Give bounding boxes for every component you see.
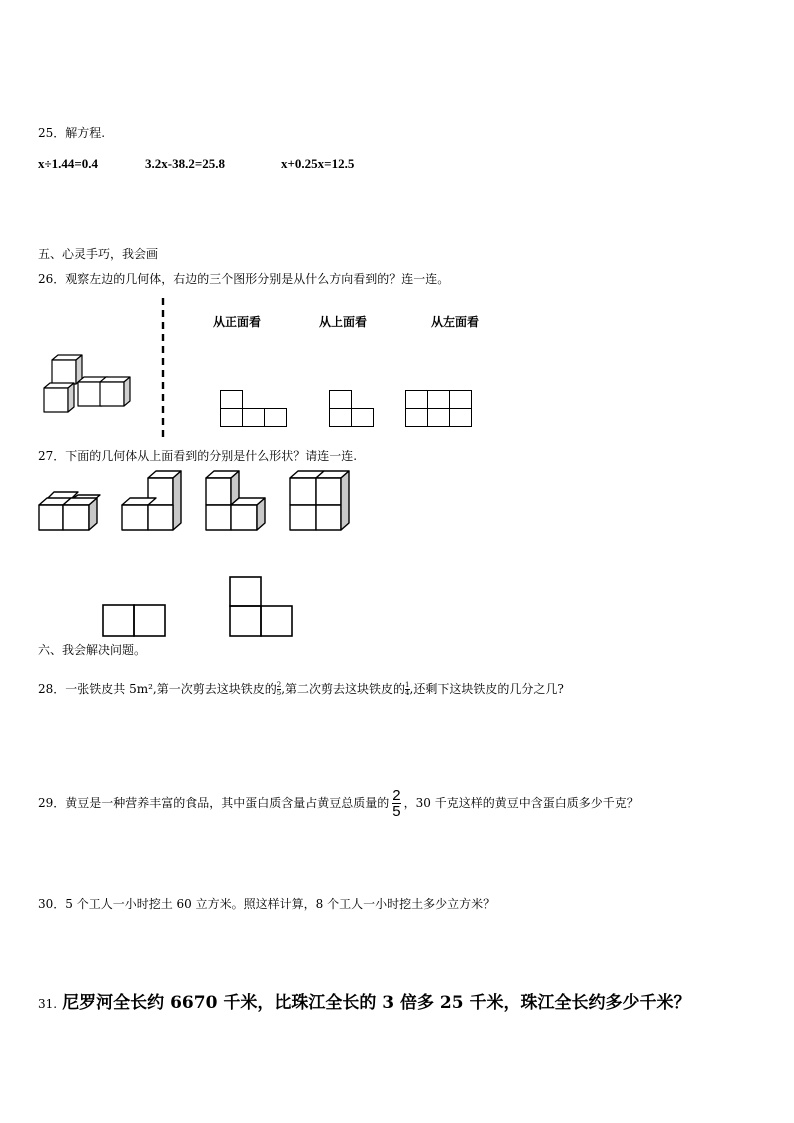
q27-solid-d (289, 468, 353, 532)
view-label-left: 从左面看 (431, 315, 480, 329)
section-5-title: 五、心灵手巧，我会画 (38, 247, 159, 261)
q29-prefix: 29．黄豆是一种营养丰富的食品，其中蛋白质含量占黄豆总质量的 (38, 796, 390, 810)
q27-top-view-shape-1 (102, 604, 166, 638)
q27-solid-b (121, 468, 185, 532)
q29-text (38, 788, 639, 819)
q31-text (38, 988, 691, 1013)
q30-text: 30．5 个工人一小时挖土 60 立方米。照这样计算，8 个工人一小时挖土多少立方米？ (38, 897, 496, 911)
view-label-top: 从上面看 (319, 315, 368, 329)
q26-view-figure-1 (220, 390, 288, 428)
q27-title: 27．下面的几何体从上面看到的分别是什么形状？请连一连. (38, 449, 358, 463)
section-6-title: 六、我会解决问题。 (38, 643, 147, 657)
q28-middle: ,第二次剪去这块铁皮的 (281, 682, 406, 696)
q28-fraction-2: $\frac{1}{4}$ (405, 681, 410, 697)
q26-divider (160, 298, 166, 440)
q28-fraction-1: $\frac{2}{5}$ (276, 681, 282, 697)
q31-number: 31. (38, 997, 58, 1011)
q31-body: 尼罗河全长约 6670 千米，比珠江全长的 3 倍多 25 千米，珠江全长约多少千米？ (62, 993, 691, 1013)
q26-view-figure-3 (405, 390, 475, 428)
q26-solid-figure (40, 352, 140, 414)
q29-suffix: ，30 千克这样的黄豆中含蛋白质多少千克？ (403, 796, 639, 810)
q27-top-view-shape-2 (229, 576, 294, 638)
q27-solid-a (38, 486, 102, 532)
q26-title: 26．观察左边的几何体，右边的三个图形分别是从什么方向看到的？连一连。 (38, 272, 450, 286)
equation-3: x+0.25x=12.5 (281, 156, 355, 171)
q27-solid-c (205, 468, 269, 532)
q28-prefix: 28．一张铁皮共 5m²,第一次剪去这块铁皮的 (38, 682, 277, 696)
q28-suffix: ,还剩下这块铁皮的几分之几? (409, 682, 564, 696)
view-label-front: 从正面看 (213, 315, 262, 329)
q25-title: 25．解方程. (38, 126, 106, 140)
q29-fraction: $\frac{2}{5}$ (392, 787, 401, 820)
equation-2: 3.2x-38.2=25.8 (145, 156, 225, 171)
q26-view-figure-2 (329, 390, 375, 428)
equation-1: x÷1.44=0.4 (38, 156, 99, 171)
q28-text (38, 680, 564, 697)
